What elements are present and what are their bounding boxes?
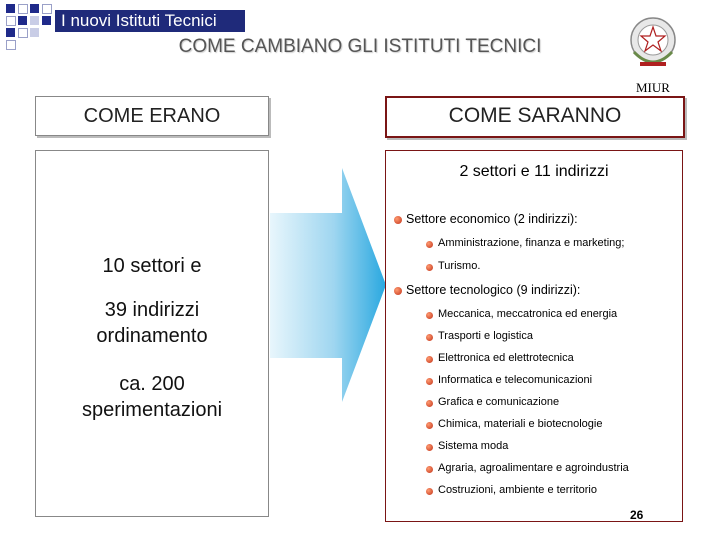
bullet-dot-icon <box>426 312 433 319</box>
after-heading: COME SARANNO <box>385 96 685 138</box>
bullet-dot-icon <box>394 287 402 295</box>
page-number: 26 <box>630 508 644 522</box>
after-panel <box>385 150 683 522</box>
list-item: Elettronica ed elettrotecnica <box>438 352 574 364</box>
page-title: COME CAMBIANO GLI ISTITUTI TECNICI <box>178 36 542 57</box>
bullet-dot-icon <box>426 422 433 429</box>
sector-tecnologico <box>406 283 580 297</box>
bullet-dot-icon <box>394 216 402 224</box>
list-item: Chimica, materiali e biotecnologie <box>438 418 603 430</box>
section-title-bar: I nuovi Istituti Tecnici <box>55 10 245 32</box>
sector-count: (2 indirizzi): <box>513 212 578 226</box>
bullet-dot-icon <box>426 466 433 473</box>
transition-arrow <box>270 168 388 408</box>
list-item: Grafica e comunicazione <box>438 396 560 408</box>
list-item: Meccanica, meccatronica ed energia <box>438 308 618 320</box>
bullet-dot-icon <box>426 444 433 451</box>
before-line-settori: 10 settori e <box>102 255 202 277</box>
list-item: Sistema moda <box>438 440 509 452</box>
before-panel <box>35 150 269 517</box>
before-line-ordinamento: ordinamento <box>96 325 208 347</box>
list-item: Amministrazione, finanza e marketing; <box>438 237 625 249</box>
list-item: Trasporti e logistica <box>438 330 533 342</box>
before-line-indirizzi: 39 indirizzi <box>104 299 200 321</box>
list-item: Informatica e telecomunicazioni <box>438 374 593 386</box>
sector-economico <box>406 212 578 226</box>
bullet-dot-icon <box>426 334 433 341</box>
bullet-dot-icon <box>426 488 433 495</box>
before-heading: COME ERANO <box>35 96 269 136</box>
sector-label: Settore tecnologico <box>406 283 514 297</box>
sector-count: (9 indirizzi): <box>516 283 581 297</box>
bullet-dot-icon <box>426 400 433 407</box>
org-label: MIUR <box>636 80 670 95</box>
before-line-ca200: ca. 200 <box>119 373 185 395</box>
after-summary: 2 settori e 11 indirizzi <box>459 163 609 180</box>
italian-republic-emblem-icon <box>626 12 680 74</box>
bullet-dot-icon <box>426 264 433 271</box>
list-item: Costruzioni, ambiente e territorio <box>438 484 597 496</box>
bullet-dot-icon <box>426 378 433 385</box>
list-item: Agraria, agroalimentare e agroindustria <box>438 462 629 474</box>
sector-label: Settore economico <box>406 212 511 226</box>
bullet-dot-icon <box>426 241 433 248</box>
list-item: Turismo. <box>438 260 481 272</box>
before-line-sperimentazioni: sperimentazioni <box>81 399 223 421</box>
bullet-dot-icon <box>426 356 433 363</box>
